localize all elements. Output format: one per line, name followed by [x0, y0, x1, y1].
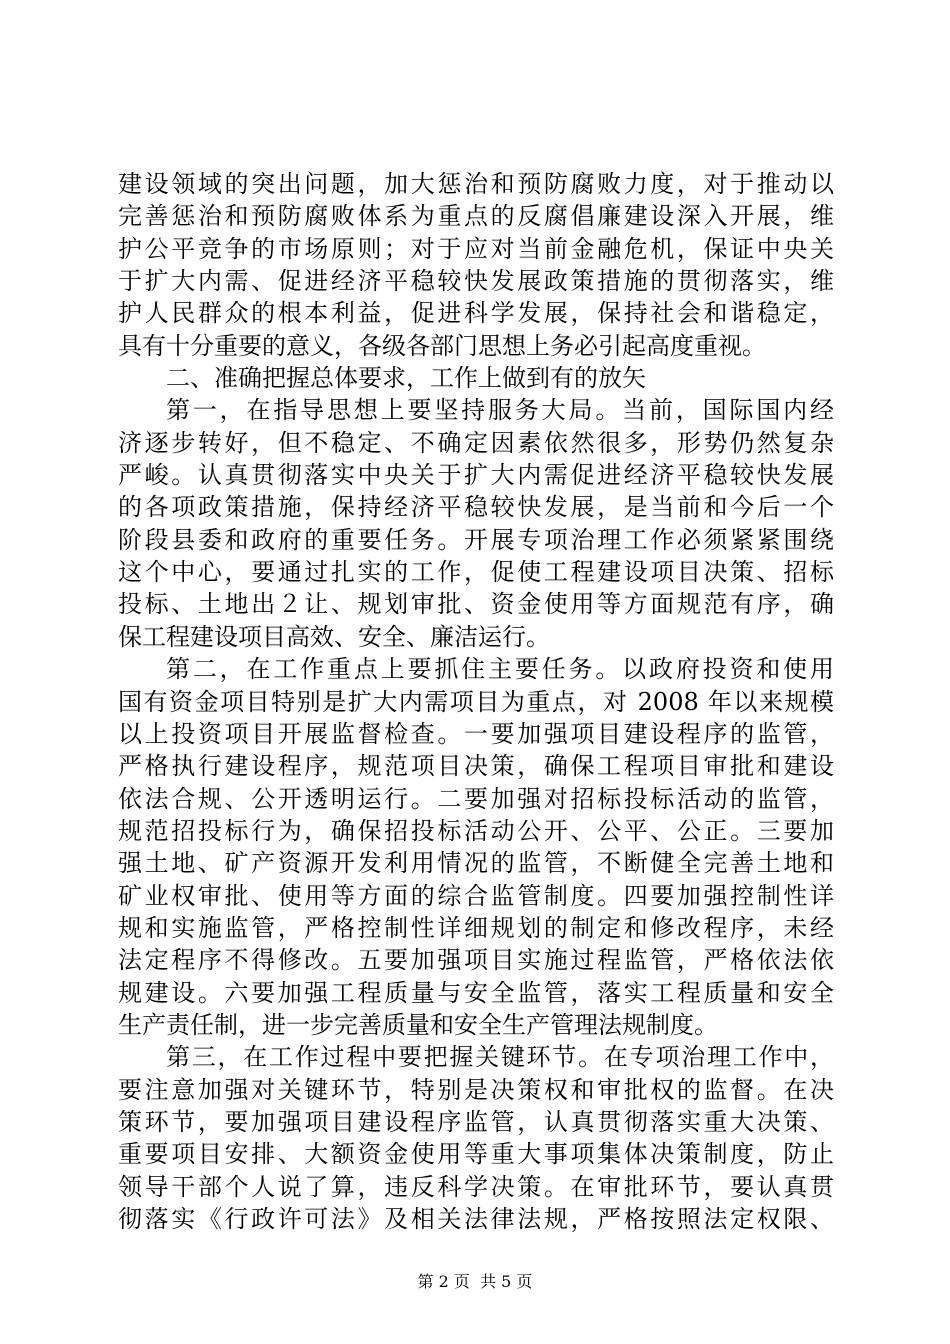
text-line: 以上投资项目开展监督检查。一要加强项目建设程序的监管，	[118, 719, 834, 748]
text-line: 强土地、矿产资源开发利用情况的监管，不断健全完善土地和	[118, 849, 834, 878]
text-line: 投标、土地出２让、规划审批、资金使用等方面规范有序，确	[118, 590, 834, 619]
body-text	[118, 168, 834, 1235]
text-line: 生产责任制，进一步完善质量和安全生产管理法规制度。	[118, 1010, 718, 1039]
text-line: 建设领域的突出问题，加大惩治和预防腐败力度，对于推动以	[118, 170, 834, 198]
text-line: 规建设。六要加强工程质量与安全监管，落实工程质量和安全	[118, 978, 834, 1007]
text-line: 的各项政策措施，保持经济平稳较快发展，是当前和今后一个	[118, 493, 834, 522]
text-line: 规范招投标行为，确保招投标活动公开、公平、公正。三要加	[118, 816, 834, 845]
text-line: 要注意加强对关键环节，特别是决策权和审批权的监督。在决	[118, 1075, 834, 1104]
text-line: 这个中心，要通过扎实的工作，促使工程建设项目决策、招标	[118, 558, 834, 587]
text-line: 规和实施监管，严格控制性详细规划的制定和修改程序，未经	[118, 913, 834, 942]
text-line: 第二，在工作重点上要抓住主要任务。以政府投资和使用	[166, 655, 834, 684]
text-line: 严格执行建设程序，规范项目决策，确保工程项目审批和建设	[118, 752, 834, 781]
text-line: 策环节，要加强项目建设程序监管，认真贯彻落实重大决策、	[118, 1107, 834, 1136]
text-line: 完善惩治和预防腐败体系为重点的反腐倡廉建设深入开展，维	[118, 202, 834, 231]
page-number-footer: 第 2 页 共 5 页	[417, 1272, 533, 1291]
text-line: 国有资金项目特别是扩大内需项目为重点，对 2008 年以来规模	[118, 687, 834, 716]
section-heading: 二、准确把握总体要求，工作上做到有的放矢	[166, 364, 646, 393]
text-line: 于扩大内需、促进经济平稳较快发展政策措施的贯彻落实，维	[118, 267, 834, 296]
text-line: 第三，在工作过程中要把握关键环节。在专项治理工作中，	[166, 1043, 834, 1072]
text-line: 彻落实《行政许可法》及相关法律法规，严格按照法定权限、	[118, 1205, 834, 1233]
text-line: 护公平竞争的市场原则；对于应对当前金融危机，保证中央关	[118, 234, 834, 263]
text-line: 依法合规、公开透明运行。二要加强对招标投标活动的监管，	[118, 784, 834, 813]
text-line: 具有十分重要的意义，各级各部门思想上务必引起高度重视。	[118, 331, 766, 360]
text-line: 严峻。认真贯彻落实中央关于扩大内需促进经济平稳较快发展	[118, 461, 834, 490]
text-line: 矿业权审批、使用等方面的综合监管制度。四要加强控制性详	[118, 881, 834, 910]
text-line: 护人民群众的根本利益，促进科学发展，保持社会和谐稳定，	[118, 299, 834, 328]
text-line: 阶段县委和政府的重要任务。开展专项治理工作必须紧紧围绕	[118, 525, 834, 554]
text-line: 重要项目安排、大额资金使用等重大事项集体决策制度，防止	[118, 1140, 834, 1169]
text-line: 法定程序不得修改。五要加强项目实施过程监管，严格依法依	[118, 946, 834, 975]
text-line: 保工程建设项目高效、安全、廉洁运行。	[118, 622, 550, 651]
text-line: 济逐步转好，但不稳定、不确定因素依然很多，形势仍然复杂	[118, 428, 834, 457]
text-line: 领导干部个人说了算，违反科学决策。在审批环节，要认真贯	[118, 1172, 834, 1201]
text-line: 第一，在指导思想上要坚持服务大局。当前，国际国内经	[166, 396, 834, 425]
